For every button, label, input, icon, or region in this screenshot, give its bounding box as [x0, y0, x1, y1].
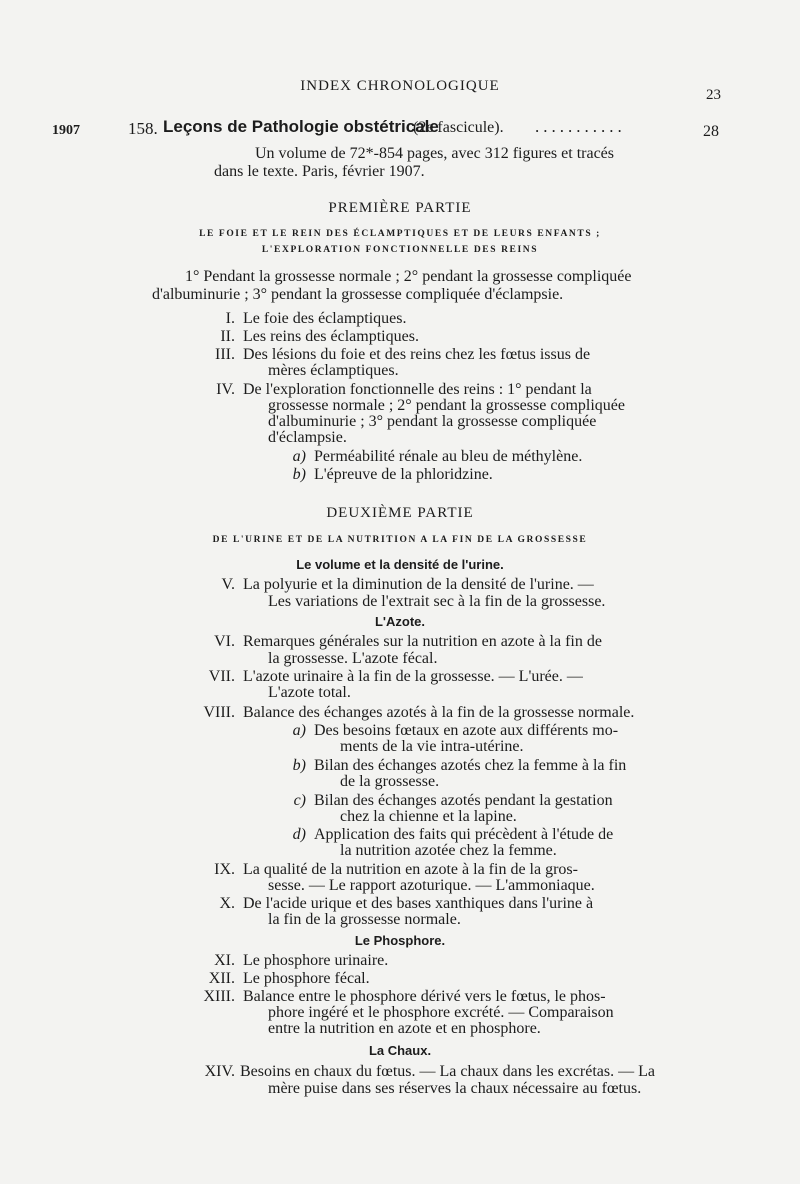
- chapter-title: Remarques générales sur la nutrition en azote à la fin de: [243, 633, 602, 650]
- subsection-title: L'épreuve de la phloridzine.: [314, 466, 493, 483]
- chapter-numeral: XI.: [214, 952, 235, 969]
- subsection-letter: a): [292, 722, 306, 739]
- running-title: INDEX CHRONOLOGIQUE: [300, 78, 500, 94]
- chapter-numeral: VIII.: [203, 704, 235, 721]
- chapter-title-continued: entre la nutrition en azote et en phosphore.: [268, 1020, 541, 1037]
- section-heading: L'Azote.: [374, 614, 426, 629]
- chapter-title: Le foie des éclamptiques.: [243, 310, 407, 327]
- chapter-numeral: IX.: [214, 861, 235, 878]
- chapter-title: Besoins en chaux du fœtus. — La chaux dans les excrétas. — La: [240, 1063, 655, 1080]
- part-subtitle: LE FOIE ET LE REIN DES ÉCLAMPTIQUES ET DE LEURS ENFANTS ;: [199, 229, 601, 239]
- part-subtitle: DE L'URINE ET DE LA NUTRITION A LA FIN DE LA GROSSESSE: [212, 535, 588, 545]
- subsection-letter: c): [293, 792, 306, 809]
- chapter-title: Balance entre le phosphore dérivé vers le fœtus, le phos-: [243, 988, 606, 1005]
- chapter-title-continued: L'azote total.: [268, 684, 351, 701]
- section-heading: La Chaux.: [368, 1043, 432, 1058]
- chapter-title-continued: d'éclampsie.: [268, 429, 347, 446]
- page-number: 23: [706, 87, 721, 103]
- chapter-numeral: III.: [215, 346, 235, 363]
- chapter-title-continued: sesse. — Le rapport azoturique. — L'ammoniaque.: [268, 877, 595, 894]
- section-heading: Le volume et la densité de l'urine.: [296, 557, 504, 572]
- section-heading: Le Phosphore.: [354, 933, 446, 948]
- chapter-title-continued: la grossesse. L'azote fécal.: [268, 650, 438, 667]
- entry-fascicule: (2e fascicule).: [413, 119, 504, 136]
- entry-reference: 28: [703, 123, 719, 140]
- chapter-title-continued: phore ingéré et le phosphore excrété. — Comparaison: [268, 1004, 614, 1021]
- entry-number: 158.: [128, 119, 158, 138]
- subsection-letter: b): [292, 466, 306, 483]
- chapter-numeral: II.: [220, 328, 235, 345]
- subsection-letter: a): [292, 448, 306, 465]
- chapter-title-continued: la fin de la grossesse normale.: [268, 911, 461, 928]
- part-subtitle: L'EXPLORATION FONCTIONNELLE DES REINS: [261, 245, 539, 255]
- chapter-numeral: VII.: [208, 668, 235, 685]
- chapter-title-continued: d'albuminurie ; 3° pendant la grossesse compliquée: [268, 413, 597, 430]
- chapter-numeral: V.: [221, 576, 235, 593]
- subsection-title-continued: de la grossesse.: [340, 773, 440, 790]
- subsection-title: Bilan des échanges azotés chez la femme à la fin: [314, 757, 627, 774]
- subsection-title-continued: chez la chienne et la lapine.: [340, 808, 517, 825]
- chapter-title: Des lésions du foie et des reins chez les fœtus issus de: [243, 346, 591, 363]
- subsection-title: Perméabilité rénale au bleu de méthylène.: [314, 448, 583, 465]
- chapter-title: De l'exploration fonctionnelle des reins : 1° pendant la: [243, 381, 592, 398]
- subsection-title: Bilan des échanges azotés pendant la gestation: [314, 792, 613, 809]
- subsection-title: Application des faits qui précèdent à l'étude de: [314, 826, 614, 843]
- leader-dots: ...........: [535, 117, 626, 136]
- chapter-title: L'azote urinaire à la fin de la grossesse. — L'urée. —: [243, 668, 583, 685]
- entry-description-line: Un volume de 72*-854 pages, avec 312 figures et tracés: [255, 145, 614, 162]
- chapter-title-continued: grossesse normale ; 2° pendant la grossesse compliquée: [268, 397, 625, 414]
- chapter-title: La qualité de la nutrition en azote à la fin de la gros-: [243, 861, 578, 878]
- subsection-letter: b): [292, 757, 306, 774]
- intro-line: 1° Pendant la grossesse normale ; 2° pendant la grossesse compliquée: [185, 268, 632, 285]
- chapter-numeral: IV.: [216, 381, 235, 398]
- part-title: PREMIÈRE PARTIE: [328, 200, 472, 216]
- chapter-title: Balance des échanges azotés à la fin de la grossesse normale.: [243, 704, 635, 721]
- chapter-title-continued: mères éclamptiques.: [268, 362, 399, 379]
- entry-title: Leçons de Pathologie obstétricale: [163, 117, 439, 136]
- entry-description-line: dans le texte. Paris, février 1907.: [214, 163, 425, 180]
- chapter-numeral: VI.: [214, 633, 235, 650]
- chapter-numeral: X.: [219, 895, 235, 912]
- chapter-title: De l'acide urique et des bases xanthiques dans l'urine à: [243, 895, 594, 912]
- chapter-title-continued: mère puise dans ses réserves la chaux nécessaire au fœtus.: [268, 1080, 642, 1097]
- chapter-numeral: XII.: [208, 970, 235, 987]
- subsection-title-continued: la nutrition azotée chez la femme.: [340, 842, 557, 859]
- subsection-title-continued: ments de la vie intra-utérine.: [340, 738, 524, 755]
- intro-line: d'albuminurie ; 3° pendant la grossesse compliquée d'éclampsie.: [152, 286, 564, 303]
- entry-year: 1907: [52, 123, 80, 138]
- chapter-numeral: I.: [225, 310, 235, 327]
- chapter-numeral: XIV.: [204, 1063, 235, 1080]
- chapter-title: Les reins des éclamptiques.: [243, 328, 419, 345]
- chapter-title: Le phosphore urinaire.: [243, 952, 389, 969]
- part-title: DEUXIÈME PARTIE: [326, 505, 474, 521]
- subsection-title: Des besoins fœtaux en azote aux différents mo-: [314, 722, 619, 739]
- subsection-letter: d): [292, 826, 306, 843]
- chapter-title: La polyurie et la diminution de la densité de l'urine. —: [243, 576, 594, 593]
- chapter-numeral: XIII.: [203, 988, 235, 1005]
- chapter-title: Le phosphore fécal.: [243, 970, 370, 987]
- chapter-title-continued: Les variations de l'extrait sec à la fin de la grossesse.: [268, 593, 606, 610]
